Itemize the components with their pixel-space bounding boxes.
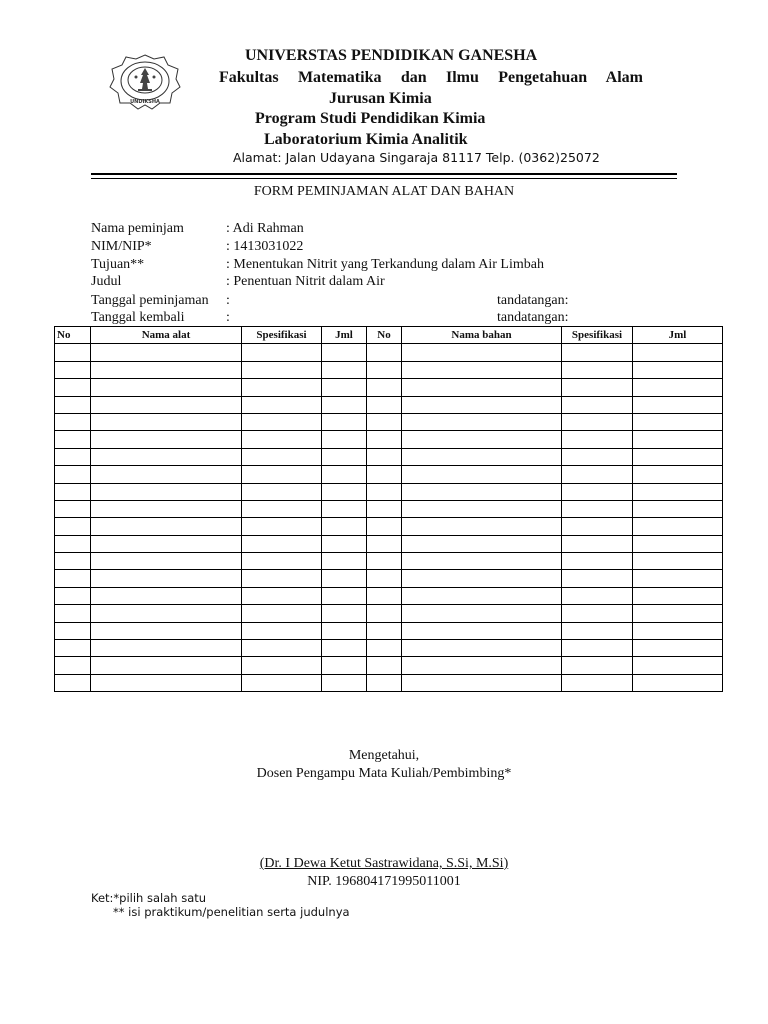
table-cell[interactable] bbox=[55, 396, 91, 413]
table-body bbox=[55, 344, 723, 692]
table-cell[interactable] bbox=[633, 535, 723, 552]
table-cell[interactable] bbox=[562, 640, 633, 657]
table-cell[interactable] bbox=[562, 448, 633, 465]
supervisor-name: (Dr. I Dewa Ketut Sastrawidana, S.Si, M.Si) bbox=[259, 856, 509, 871]
col-header-no-bahan: No bbox=[367, 327, 402, 344]
table-cell[interactable] bbox=[633, 344, 723, 361]
table-cell[interactable] bbox=[562, 553, 633, 570]
table-row bbox=[55, 413, 723, 430]
table-row bbox=[55, 396, 723, 413]
table-cell[interactable] bbox=[402, 500, 562, 517]
table-cell[interactable] bbox=[633, 553, 723, 570]
table-cell[interactable] bbox=[562, 379, 633, 396]
table-cell[interactable] bbox=[322, 361, 367, 378]
table-cell[interactable] bbox=[91, 413, 242, 430]
table-cell[interactable] bbox=[367, 553, 402, 570]
table-cell[interactable] bbox=[322, 657, 367, 674]
field-label-tujuan: Tujuan** bbox=[91, 257, 145, 272]
table-cell[interactable] bbox=[367, 657, 402, 674]
loan-table bbox=[54, 326, 723, 692]
table-cell[interactable] bbox=[633, 587, 723, 604]
table-cell[interactable] bbox=[633, 622, 723, 639]
address-line: Alamat: Jalan Udayana Singaraja 81117 Telp. (0362)25072 bbox=[233, 150, 600, 165]
table-cell[interactable] bbox=[91, 674, 242, 691]
field-label-tanggal-peminjaman: Tanggal peminjaman bbox=[91, 293, 209, 308]
table-row bbox=[55, 361, 723, 378]
col-header-nama-bahan: Nama bahan bbox=[402, 327, 562, 344]
acknowledged-label: Mengetahui, bbox=[348, 748, 420, 763]
table-cell[interactable] bbox=[562, 500, 633, 517]
table-cell[interactable] bbox=[367, 622, 402, 639]
table-header-row bbox=[55, 327, 723, 344]
table-cell[interactable] bbox=[55, 640, 91, 657]
table-cell[interactable] bbox=[55, 379, 91, 396]
table-cell[interactable] bbox=[562, 587, 633, 604]
table-cell[interactable] bbox=[322, 379, 367, 396]
table-cell[interactable] bbox=[367, 413, 402, 430]
table-cell[interactable] bbox=[562, 361, 633, 378]
table-cell[interactable] bbox=[322, 500, 367, 517]
field-value-tanggal-peminjaman[interactable]: : bbox=[226, 293, 230, 308]
table-cell[interactable] bbox=[91, 622, 242, 639]
table-cell[interactable] bbox=[242, 396, 322, 413]
table-row bbox=[55, 344, 723, 361]
table-cell[interactable] bbox=[91, 448, 242, 465]
table-cell[interactable] bbox=[402, 570, 562, 587]
table-cell[interactable] bbox=[322, 344, 367, 361]
table-row bbox=[55, 605, 723, 622]
table-cell[interactable] bbox=[322, 413, 367, 430]
table-cell[interactable] bbox=[367, 500, 402, 517]
col-header-jml-bahan: Jml bbox=[633, 327, 723, 344]
note-line-1: Ket:*pilih salah satu bbox=[91, 891, 207, 905]
table-row bbox=[55, 500, 723, 517]
table-cell[interactable] bbox=[562, 570, 633, 587]
table-cell[interactable] bbox=[322, 640, 367, 657]
field-value-nama-peminjam[interactable]: : Adi Rahman bbox=[226, 221, 304, 236]
table-cell[interactable] bbox=[633, 483, 723, 500]
table-cell[interactable] bbox=[562, 466, 633, 483]
table-cell[interactable] bbox=[322, 674, 367, 691]
table-cell[interactable] bbox=[242, 605, 322, 622]
table-cell[interactable] bbox=[402, 483, 562, 500]
table-cell[interactable] bbox=[367, 361, 402, 378]
table-row bbox=[55, 431, 723, 448]
table-cell[interactable] bbox=[367, 344, 402, 361]
table-cell[interactable] bbox=[242, 500, 322, 517]
field-label-nama-peminjam: Nama peminjam bbox=[91, 221, 184, 236]
table-cell[interactable] bbox=[633, 674, 723, 691]
table-cell[interactable] bbox=[633, 518, 723, 535]
table-cell[interactable] bbox=[242, 518, 322, 535]
table-cell[interactable] bbox=[55, 344, 91, 361]
table-cell[interactable] bbox=[402, 413, 562, 430]
table-cell[interactable] bbox=[322, 553, 367, 570]
table-cell[interactable] bbox=[91, 396, 242, 413]
table-cell[interactable] bbox=[242, 622, 322, 639]
table-row bbox=[55, 674, 723, 691]
table-cell[interactable] bbox=[402, 396, 562, 413]
table-cell[interactable] bbox=[91, 466, 242, 483]
table-cell[interactable] bbox=[322, 518, 367, 535]
table-cell[interactable] bbox=[367, 396, 402, 413]
table-cell[interactable] bbox=[91, 605, 242, 622]
field-value-tanggal-kembali[interactable]: : bbox=[226, 310, 230, 325]
table-cell[interactable] bbox=[367, 587, 402, 604]
table-cell[interactable] bbox=[367, 518, 402, 535]
col-header-nama-alat: Nama alat bbox=[91, 327, 242, 344]
table-cell[interactable] bbox=[242, 570, 322, 587]
table-cell[interactable] bbox=[562, 657, 633, 674]
field-label-nim: NIM/NIP* bbox=[91, 239, 152, 254]
table-cell[interactable] bbox=[322, 483, 367, 500]
table-cell[interactable] bbox=[55, 448, 91, 465]
table-row bbox=[55, 587, 723, 604]
table-cell[interactable] bbox=[367, 640, 402, 657]
table-cell[interactable] bbox=[91, 431, 242, 448]
university-name: UNIVERSTAS PENDIDIKAN GANESHA bbox=[245, 47, 538, 64]
table-cell[interactable] bbox=[633, 466, 723, 483]
table-cell[interactable] bbox=[91, 344, 242, 361]
table-cell[interactable] bbox=[55, 553, 91, 570]
supervisor-nip: NIP. 196804171995011001 bbox=[307, 874, 461, 889]
table-cell[interactable] bbox=[633, 396, 723, 413]
program-name: Program Studi Pendidikan Kimia bbox=[255, 110, 486, 127]
table-cell[interactable] bbox=[242, 344, 322, 361]
table-cell[interactable] bbox=[91, 361, 242, 378]
table-cell[interactable] bbox=[242, 535, 322, 552]
field-value-judul[interactable]: : Penentuan Nitrit dalam Air bbox=[226, 274, 385, 289]
table-cell[interactable] bbox=[562, 605, 633, 622]
table-cell[interactable] bbox=[402, 448, 562, 465]
table-cell[interactable] bbox=[242, 483, 322, 500]
table-row bbox=[55, 379, 723, 396]
table-cell[interactable] bbox=[633, 500, 723, 517]
table-cell[interactable] bbox=[367, 674, 402, 691]
table-cell[interactable] bbox=[55, 535, 91, 552]
signature-label-kembali: tandatangan: bbox=[497, 310, 569, 325]
table-cell[interactable] bbox=[91, 640, 242, 657]
table-cell[interactable] bbox=[91, 587, 242, 604]
table-cell[interactable] bbox=[402, 640, 562, 657]
header-rule-thin bbox=[91, 178, 677, 179]
table-cell[interactable] bbox=[55, 587, 91, 604]
table-cell[interactable] bbox=[367, 466, 402, 483]
table-cell[interactable] bbox=[242, 379, 322, 396]
note-line-2: ** isi praktikum/penelitian serta judulnya bbox=[113, 905, 350, 919]
col-header-spesifikasi-alat: Spesifikasi bbox=[242, 327, 322, 344]
table-cell[interactable] bbox=[402, 657, 562, 674]
table-cell[interactable] bbox=[633, 413, 723, 430]
table-cell[interactable] bbox=[562, 413, 633, 430]
table-row bbox=[55, 518, 723, 535]
table-row bbox=[55, 483, 723, 500]
table-cell[interactable] bbox=[402, 587, 562, 604]
table-cell[interactable] bbox=[402, 605, 562, 622]
table-cell[interactable] bbox=[402, 431, 562, 448]
table-cell[interactable] bbox=[242, 466, 322, 483]
table-cell[interactable] bbox=[242, 587, 322, 604]
table-cell[interactable] bbox=[322, 587, 367, 604]
table-cell[interactable] bbox=[55, 570, 91, 587]
table-cell[interactable] bbox=[91, 535, 242, 552]
table-cell[interactable] bbox=[55, 674, 91, 691]
table-cell[interactable] bbox=[562, 431, 633, 448]
table-cell[interactable] bbox=[55, 361, 91, 378]
table-cell[interactable] bbox=[322, 622, 367, 639]
supervisor-role: Dosen Pengampu Mata Kuliah/Pembimbing* bbox=[256, 766, 512, 781]
table-cell[interactable] bbox=[322, 448, 367, 465]
table-cell[interactable] bbox=[91, 483, 242, 500]
table-cell[interactable] bbox=[55, 657, 91, 674]
table-cell[interactable] bbox=[242, 640, 322, 657]
table-row bbox=[55, 535, 723, 552]
table-cell[interactable] bbox=[91, 500, 242, 517]
signature-label-peminjaman: tandatangan: bbox=[497, 293, 569, 308]
table-cell[interactable] bbox=[322, 570, 367, 587]
table-cell[interactable] bbox=[562, 518, 633, 535]
table-cell[interactable] bbox=[322, 535, 367, 552]
table-cell[interactable] bbox=[367, 379, 402, 396]
table-cell[interactable] bbox=[562, 396, 633, 413]
table-cell[interactable] bbox=[633, 379, 723, 396]
table-cell[interactable] bbox=[633, 640, 723, 657]
table-cell[interactable] bbox=[402, 344, 562, 361]
table-cell[interactable] bbox=[367, 605, 402, 622]
table-cell[interactable] bbox=[55, 518, 91, 535]
table-cell[interactable] bbox=[242, 448, 322, 465]
table-cell[interactable] bbox=[55, 413, 91, 430]
table-cell[interactable] bbox=[91, 518, 242, 535]
table-cell[interactable] bbox=[633, 448, 723, 465]
table-cell[interactable] bbox=[91, 657, 242, 674]
header-rule-thick bbox=[91, 173, 677, 175]
table-row bbox=[55, 657, 723, 674]
table-cell[interactable] bbox=[55, 466, 91, 483]
table-row bbox=[55, 570, 723, 587]
table-cell[interactable] bbox=[402, 361, 562, 378]
table-cell[interactable] bbox=[242, 553, 322, 570]
table-cell[interactable] bbox=[55, 605, 91, 622]
table-cell[interactable] bbox=[322, 605, 367, 622]
table-cell[interactable] bbox=[402, 674, 562, 691]
logo-text: UNDIKSHA bbox=[130, 99, 160, 105]
table-cell[interactable] bbox=[402, 518, 562, 535]
table-row bbox=[55, 622, 723, 639]
table-cell[interactable] bbox=[367, 483, 402, 500]
faculty-name: Fakultas Matematika dan Ilmu Pengetahuan Alam bbox=[219, 69, 643, 86]
table-cell[interactable] bbox=[322, 431, 367, 448]
table-cell[interactable] bbox=[562, 344, 633, 361]
table-cell[interactable] bbox=[367, 535, 402, 552]
table-row bbox=[55, 640, 723, 657]
table-cell[interactable] bbox=[633, 657, 723, 674]
table-cell[interactable] bbox=[402, 622, 562, 639]
form-title: FORM PEMINJAMAN ALAT DAN BAHAN bbox=[253, 184, 515, 199]
table-cell[interactable] bbox=[562, 535, 633, 552]
table-cell[interactable] bbox=[322, 396, 367, 413]
table-row bbox=[55, 466, 723, 483]
col-header-jml-alat: Jml bbox=[322, 327, 367, 344]
university-logo bbox=[108, 53, 182, 111]
table-row bbox=[55, 553, 723, 570]
table-cell[interactable] bbox=[55, 431, 91, 448]
table-cell[interactable] bbox=[55, 622, 91, 639]
table-cell[interactable] bbox=[322, 466, 367, 483]
table-cell[interactable] bbox=[367, 431, 402, 448]
table-cell[interactable] bbox=[367, 570, 402, 587]
table-cell[interactable] bbox=[242, 674, 322, 691]
table-cell[interactable] bbox=[91, 570, 242, 587]
field-label-tanggal-kembali: Tanggal kembali bbox=[91, 310, 185, 325]
table-cell[interactable] bbox=[55, 483, 91, 500]
table-cell[interactable] bbox=[633, 361, 723, 378]
table-cell[interactable] bbox=[242, 413, 322, 430]
table-cell[interactable] bbox=[91, 379, 242, 396]
table-cell[interactable] bbox=[242, 431, 322, 448]
table-cell[interactable] bbox=[562, 622, 633, 639]
table-cell[interactable] bbox=[55, 500, 91, 517]
laboratory-name: Laboratorium Kimia Analitik bbox=[264, 131, 468, 148]
col-header-spesifikasi-bahan: Spesifikasi bbox=[562, 327, 633, 344]
field-label-judul: Judul bbox=[91, 274, 122, 289]
table-cell[interactable] bbox=[402, 553, 562, 570]
table-cell[interactable] bbox=[633, 570, 723, 587]
col-header-no-alat: No bbox=[55, 327, 91, 344]
table-cell[interactable] bbox=[633, 605, 723, 622]
table-cell[interactable] bbox=[633, 431, 723, 448]
table-cell[interactable] bbox=[242, 657, 322, 674]
table-cell[interactable] bbox=[562, 674, 633, 691]
field-value-tujuan[interactable]: : Menentukan Nitrit yang Terkandung dalam Air Limbah bbox=[226, 257, 544, 272]
table-cell[interactable] bbox=[367, 448, 402, 465]
department-name: Jurusan Kimia bbox=[329, 90, 432, 107]
table-cell[interactable] bbox=[402, 466, 562, 483]
table-cell[interactable] bbox=[562, 483, 633, 500]
table-cell[interactable] bbox=[91, 553, 242, 570]
table-cell[interactable] bbox=[402, 379, 562, 396]
table-cell[interactable] bbox=[402, 535, 562, 552]
table-row bbox=[55, 448, 723, 465]
field-value-nim[interactable]: : 1413031022 bbox=[226, 239, 304, 254]
table-cell[interactable] bbox=[242, 361, 322, 378]
